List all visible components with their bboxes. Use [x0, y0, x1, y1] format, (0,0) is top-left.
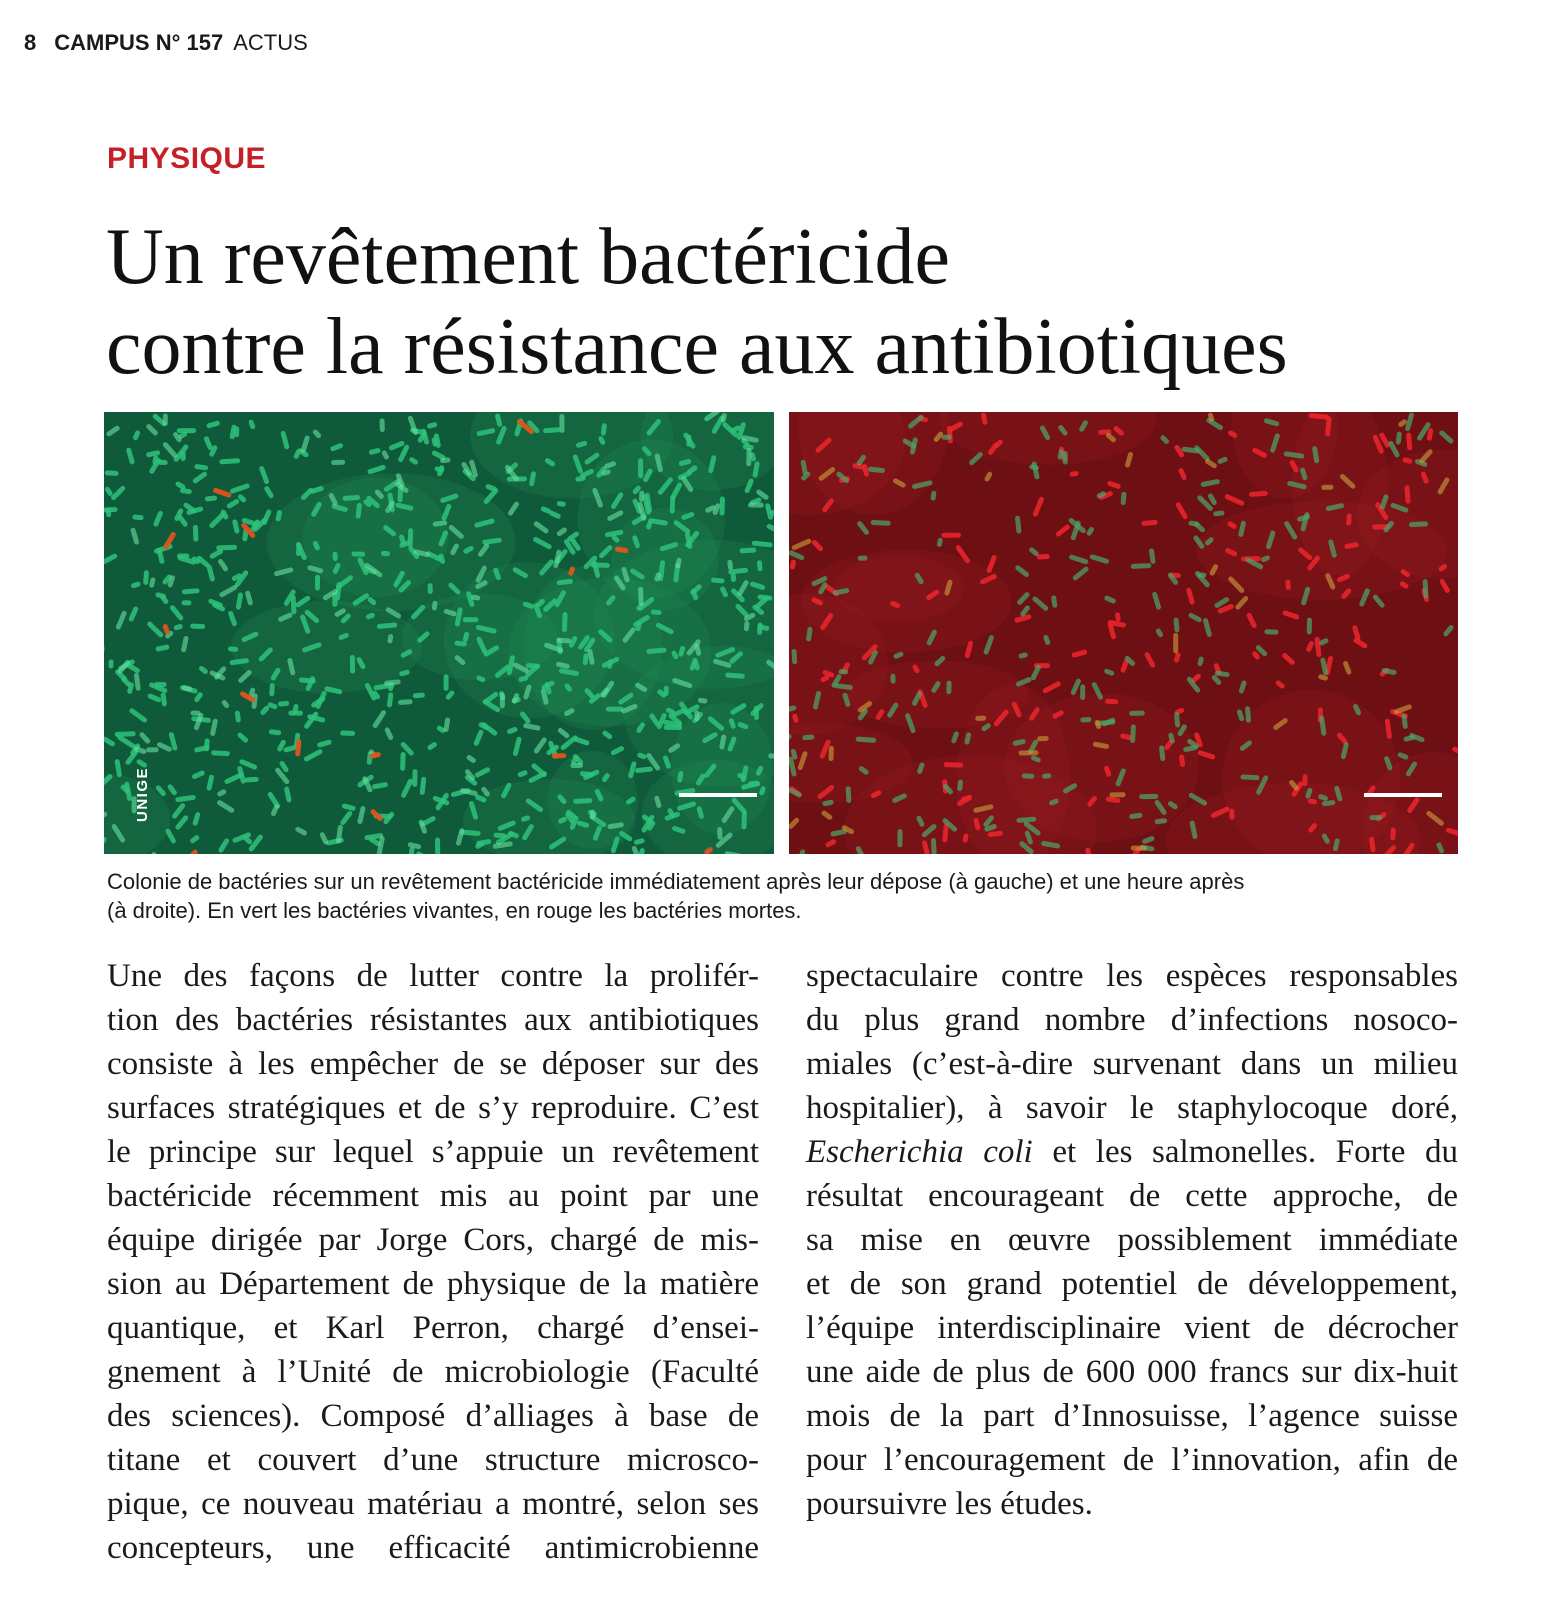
page-header [24, 30, 308, 56]
body-line: spectaculaire contre les espèces responsables [806, 958, 1458, 994]
photo-credit: UNIGE [134, 766, 151, 822]
body-line: et de son grand potentiel de développement, [806, 1266, 1458, 1302]
body-line: poursuivre les études. [806, 1486, 1093, 1522]
body-line: gnement à l’Unité de microbiologie (Faculté [107, 1354, 759, 1390]
figure-caption [107, 867, 1407, 925]
micrograph-right-image [789, 412, 1458, 854]
body-line: résultat encourageant de cette approche, de [806, 1178, 1458, 1214]
body-line: une aide de plus de 600 000 francs sur dix-huit [806, 1354, 1458, 1390]
micrograph-left-image [104, 412, 774, 854]
body-line: des sciences). Composé d’alliages à base de [107, 1398, 759, 1434]
body-column-2 [806, 954, 1458, 1526]
scale-bar [1364, 793, 1442, 797]
section-name: ACTUS [233, 30, 308, 55]
caption-line: (à droite). En vert les bactéries vivantes, en rouge les bactéries mortes. [107, 898, 802, 923]
page-number: 8 [24, 30, 37, 55]
body-line: tion des bactéries résistantes aux antibiotiques [107, 1002, 759, 1038]
caption-line: Colonie de bactéries sur un revêtement bactéricide immédiatement après leur dépose (à gauche) et une heure après [107, 869, 1245, 894]
body-line: hospitalier), à savoir le staphylocoque doré, [806, 1090, 1458, 1126]
article-title [106, 212, 1506, 392]
body-line: concepteurs, une efficacité antimicrobienne [107, 1530, 759, 1566]
body-line: miales (c’est-à-dire survenant dans un milieu [806, 1046, 1458, 1082]
body-line: l’équipe interdisciplinaire vient de décrocher [806, 1310, 1458, 1346]
body-line: mois de la part d’Innosuisse, l’agence suisse [806, 1398, 1458, 1434]
species-name: Escherichia coli [806, 1134, 1033, 1170]
body-column-1 [107, 954, 759, 1570]
body-line: titane et couvert d’une structure microsco- [107, 1442, 759, 1478]
body-line: bactéricide récemment mis au point par une [107, 1178, 759, 1214]
body-line: pour l’encouragement de l’innovation, afin de [806, 1442, 1458, 1478]
body-line: du plus grand nombre d’infections nosoco- [806, 1002, 1458, 1038]
scale-bar [679, 793, 757, 797]
micrograph-left [104, 412, 774, 854]
title-line: Un revêtement bactéricide [106, 213, 950, 301]
micrograph-right [789, 412, 1458, 854]
article-kicker: PHYSIQUE [107, 142, 267, 175]
title-line: contre la résistance aux antibiotiques [106, 303, 1288, 391]
body-line: pique, ce nouveau matériau a montré, selon ses [107, 1486, 759, 1522]
body-line: équipe dirigée par Jorge Cors, chargé de mis- [107, 1222, 759, 1258]
body-line: quantique, et Karl Perron, chargé d’ensei- [107, 1310, 759, 1346]
magazine-issue: CAMPUS N° 157 [54, 30, 224, 55]
body-line-rest: et les salmonelles. Forte du [1032, 1134, 1459, 1170]
body-line: surfaces stratégiques et de s’y reproduire. C’est [107, 1090, 759, 1126]
body-line: sion au Département de physique de la matière [107, 1266, 759, 1302]
body-line: le principe sur lequel s’appuie un revêtement [107, 1134, 759, 1170]
body-line: sa mise en œuvre possiblement immédiate [806, 1222, 1458, 1258]
body-line: Une des façons de lutter contre la prolifér- [107, 958, 759, 994]
body-line [806, 1130, 1458, 1174]
bacteria-figure [104, 412, 1458, 854]
body-line: consiste à les empêcher de se déposer sur des [107, 1046, 759, 1082]
